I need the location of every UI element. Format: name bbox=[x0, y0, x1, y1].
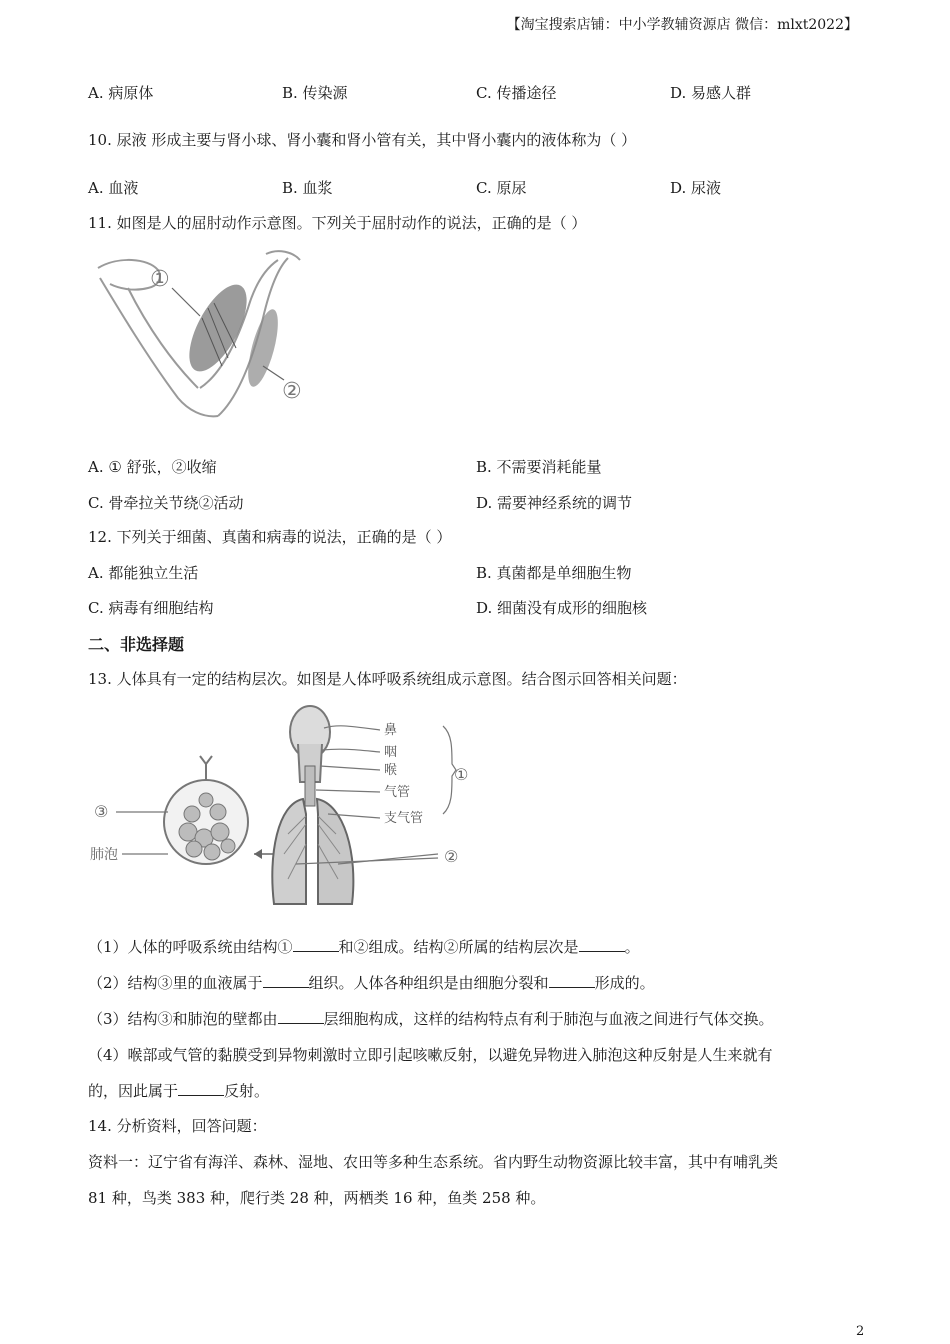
muscle-label-2: ② bbox=[282, 379, 302, 404]
q11-option-d: D. 需要神经系统的调节 bbox=[476, 494, 633, 512]
answer-blank[interactable] bbox=[178, 1081, 224, 1096]
label-trachea: 气管 bbox=[384, 785, 411, 800]
q9-option-c: C. 传播途径 bbox=[476, 84, 557, 102]
q13-sub4-line1: （4）喉部或气管的黏膜受到异物刺激时立即引起咳嗽反射，以避免异物进入肺泡这种反射是人生来就有 bbox=[88, 1046, 773, 1064]
label-larynx: 喉 bbox=[384, 763, 398, 778]
header-shop-text: 【淘宝搜索店铺：中小学教辅资源店 微信：mlxt2022】 bbox=[506, 17, 858, 33]
q11-stem: 11. 如图是人的屈肘动作示意图。下列关于屈肘动作的说法，正确的是（ ） bbox=[88, 214, 587, 232]
answer-blank[interactable] bbox=[549, 973, 595, 988]
q9-option-d: D. 易感人群 bbox=[670, 84, 752, 102]
answer-blank[interactable] bbox=[278, 1009, 324, 1024]
q14-material-line1: 资料一：辽宁省有海洋、森林、湿地、农田等多种生态系统。省内野生动物资源比较丰富，其中有哺乳类 bbox=[88, 1153, 779, 1171]
q13-sub1: （1）人体的呼吸系统由结构① 和②组成。结构②所属的结构层次是 。 bbox=[88, 938, 640, 956]
label-two: ② bbox=[444, 847, 459, 866]
label-one: ① bbox=[454, 765, 469, 784]
q9-option-a: A. 病原体 bbox=[88, 84, 154, 102]
respiratory-system-figure bbox=[88, 704, 472, 914]
page-number: 2 bbox=[856, 1324, 865, 1339]
section-title: 二、非选择题 bbox=[88, 635, 185, 654]
q10-option-d: D. 尿液 bbox=[670, 179, 722, 197]
label-pharynx: 咽 bbox=[384, 745, 398, 760]
q13-stem: 13. 人体具有一定的结构层次。如图是人体呼吸系统组成示意图。结合图示回答相关问题： bbox=[88, 670, 687, 688]
q11-option-c: C. 骨牵拉关节绕②活动 bbox=[88, 494, 244, 512]
q11-option-b: B. 不需要消耗能量 bbox=[476, 458, 602, 476]
answer-blank[interactable] bbox=[293, 937, 339, 952]
answer-blank[interactable] bbox=[263, 973, 309, 988]
q13-sub3: （3）结构③和肺泡的壁都由 层细胞构成，这样的结构特点有利于肺泡与血液之间进行气体交换。 bbox=[88, 1010, 774, 1028]
label-bronchi: 支气管 bbox=[384, 811, 424, 826]
triceps-muscle bbox=[242, 307, 284, 390]
q10-option-b: B. 血浆 bbox=[282, 179, 333, 197]
answer-blank[interactable] bbox=[579, 937, 625, 952]
label-three: ③ bbox=[94, 802, 109, 821]
q11-option-a: A. ① 舒张，②收缩 bbox=[88, 458, 217, 476]
q13-sub4-line2: 的，因此属于 反射。 bbox=[88, 1082, 270, 1100]
label-alveoli: 肺泡 bbox=[90, 847, 118, 863]
elbow-flexion-figure bbox=[88, 248, 318, 426]
q10-option-c: C. 原尿 bbox=[476, 179, 527, 197]
q10-stem: 10. 尿液 形成主要与肾小球、肾小囊和肾小管有关，其中肾小囊内的液体称为（ ） bbox=[88, 131, 637, 149]
muscle-label-1: ① bbox=[150, 267, 170, 292]
q13-sub2: （2）结构③里的血液属于 组织。人体各种组织是由细胞分裂和 形成的。 bbox=[88, 974, 655, 992]
q12-option-a: A. 都能独立生活 bbox=[88, 564, 199, 582]
q10-option-a: A. 血液 bbox=[88, 179, 139, 197]
q14-material-line2: 81 种，鸟类 383 种，爬行类 28 种，两栖类 16 种，鱼类 258 种。 bbox=[88, 1189, 546, 1207]
q12-option-c: C. 病毒有细胞结构 bbox=[88, 599, 214, 617]
label-nose: 鼻 bbox=[384, 723, 398, 738]
biceps-muscle bbox=[178, 276, 258, 380]
q9-option-b: B. 传染源 bbox=[282, 84, 348, 102]
q12-option-d: D. 细菌没有成形的细胞核 bbox=[476, 599, 648, 617]
q14-stem: 14. 分析资料，回答问题： bbox=[88, 1117, 267, 1135]
q12-stem: 12. 下列关于细菌、真菌和病毒的说法，正确的是（ ） bbox=[88, 528, 452, 546]
left-lung bbox=[272, 799, 306, 904]
q12-option-b: B. 真菌都是单细胞生物 bbox=[476, 564, 632, 582]
